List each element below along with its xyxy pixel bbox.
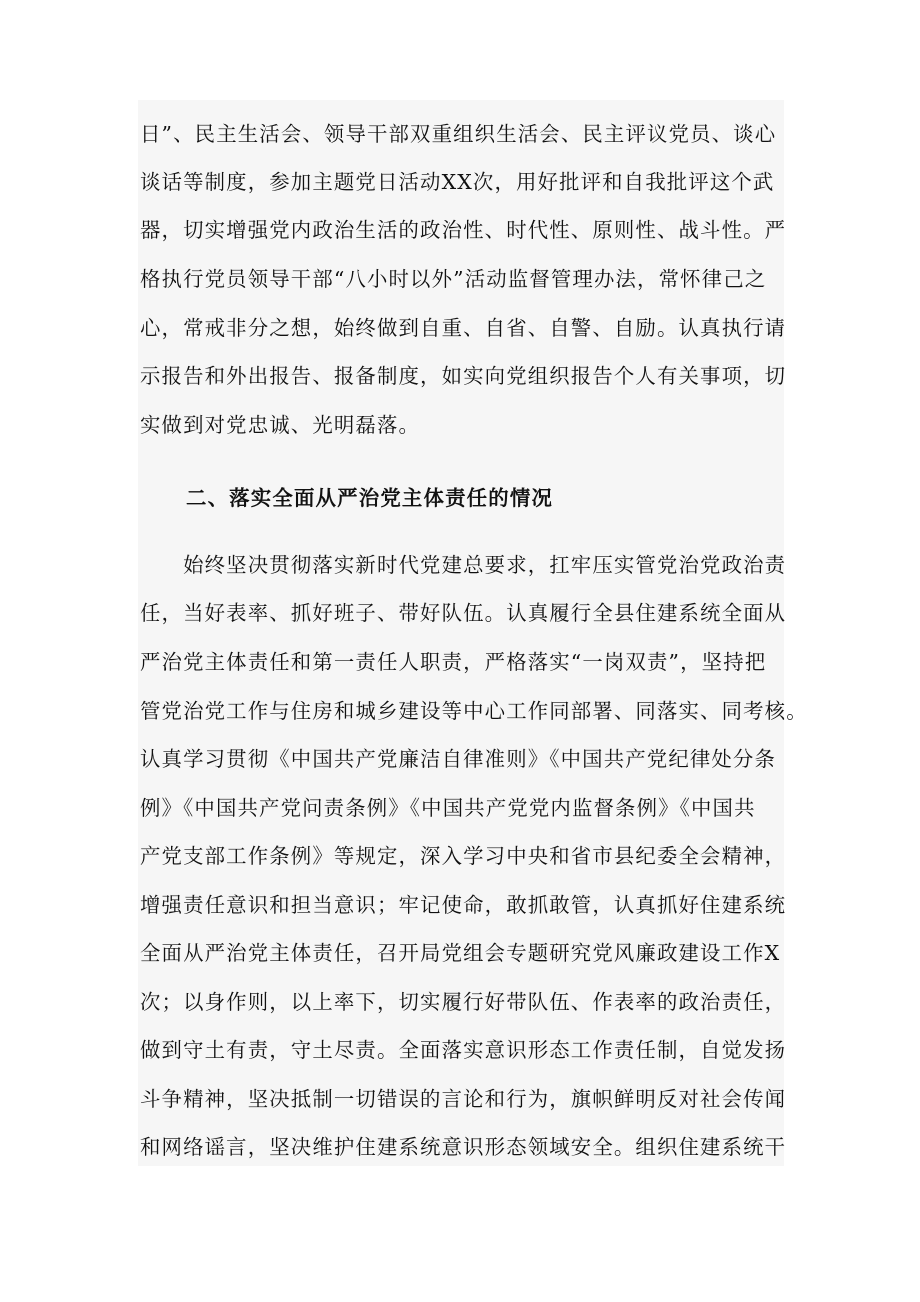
paragraph-line: 器，切实增强党内政治生活的政治性、时代性、原则性、战斗性。严 — [140, 218, 787, 242]
paragraph-line: 例》《中国共产党问责条例》《中国共产党党内监督条例》《中国共 — [140, 796, 756, 820]
paragraph-line: 增强责任意识和担当意识；牢记使命，敢抓敢管，认真抓好住建系统 — [140, 893, 787, 917]
paragraph-line: 和网络谣言，坚决维护住建系统意识形态领域安全。组织住建系统干 — [140, 1135, 787, 1159]
paragraph-line: 示报告和外出报告、报备制度，如实向党组织报告个人有关事项，切 — [140, 364, 787, 388]
paragraph-line: 管党治党工作与住房和城乡建设等中心工作同部署、同落实、同考核。 — [140, 699, 808, 723]
section-heading: 二、落实全面从严治党主体责任的情况 — [186, 486, 554, 510]
paragraph-line: 实做到对党忠诚、光明磊落。 — [140, 413, 421, 437]
paragraph-line: 全面从严治党主体责任，召开局党组会专题研究党风廉政建设工作X — [140, 941, 781, 965]
paragraph-line: 任，当好表率、抓好班子、带好队伍。认真履行全县住建系统全面从 — [140, 601, 787, 625]
paragraph-line: 谈话等制度，参加主题党日活动XX次，用好批评和自我批评这个武 — [140, 170, 775, 194]
paragraph-line: 认真学习贯彻《中国共产党廉洁自律准则》《中国共产党纪律处分条 — [140, 747, 777, 771]
paragraph-line: 格执行党员领导干部“八小时以外”活动监督管理办法，常怀律己之 — [140, 267, 767, 291]
paragraph-line: 日”、民主生活会、领导干部双重组织生活会、民主评议党员、谈心 — [140, 122, 777, 146]
paragraph-line: 斗争精神，坚决抵制一切错误的言论和行为，旗帜鲜明反对社会传闻 — [140, 1087, 787, 1111]
paragraph-line: 做到守土有责，守土尽责。全面落实意识形态工作责任制，自觉发扬 — [140, 1038, 787, 1062]
paragraph-line: 次；以身作则，以上率下，切实履行好带队伍、作表率的政治责任， — [140, 990, 787, 1014]
paragraph-line: 始终坚决贯彻落实新时代党建总要求，扛牢压实管党治党政治责 — [140, 553, 787, 577]
paragraph-line: 心，常戒非分之想，始终做到自重、自省、自警、自励。认真执行请 — [140, 316, 787, 340]
paragraph-line: 产党支部工作条例》等规定，深入学习中央和省市县纪委全会精神， — [140, 844, 787, 868]
paragraph-line: 严治党主体责任和第一责任人职责，严格落实“一岗双责”，坚持把 — [140, 650, 767, 674]
